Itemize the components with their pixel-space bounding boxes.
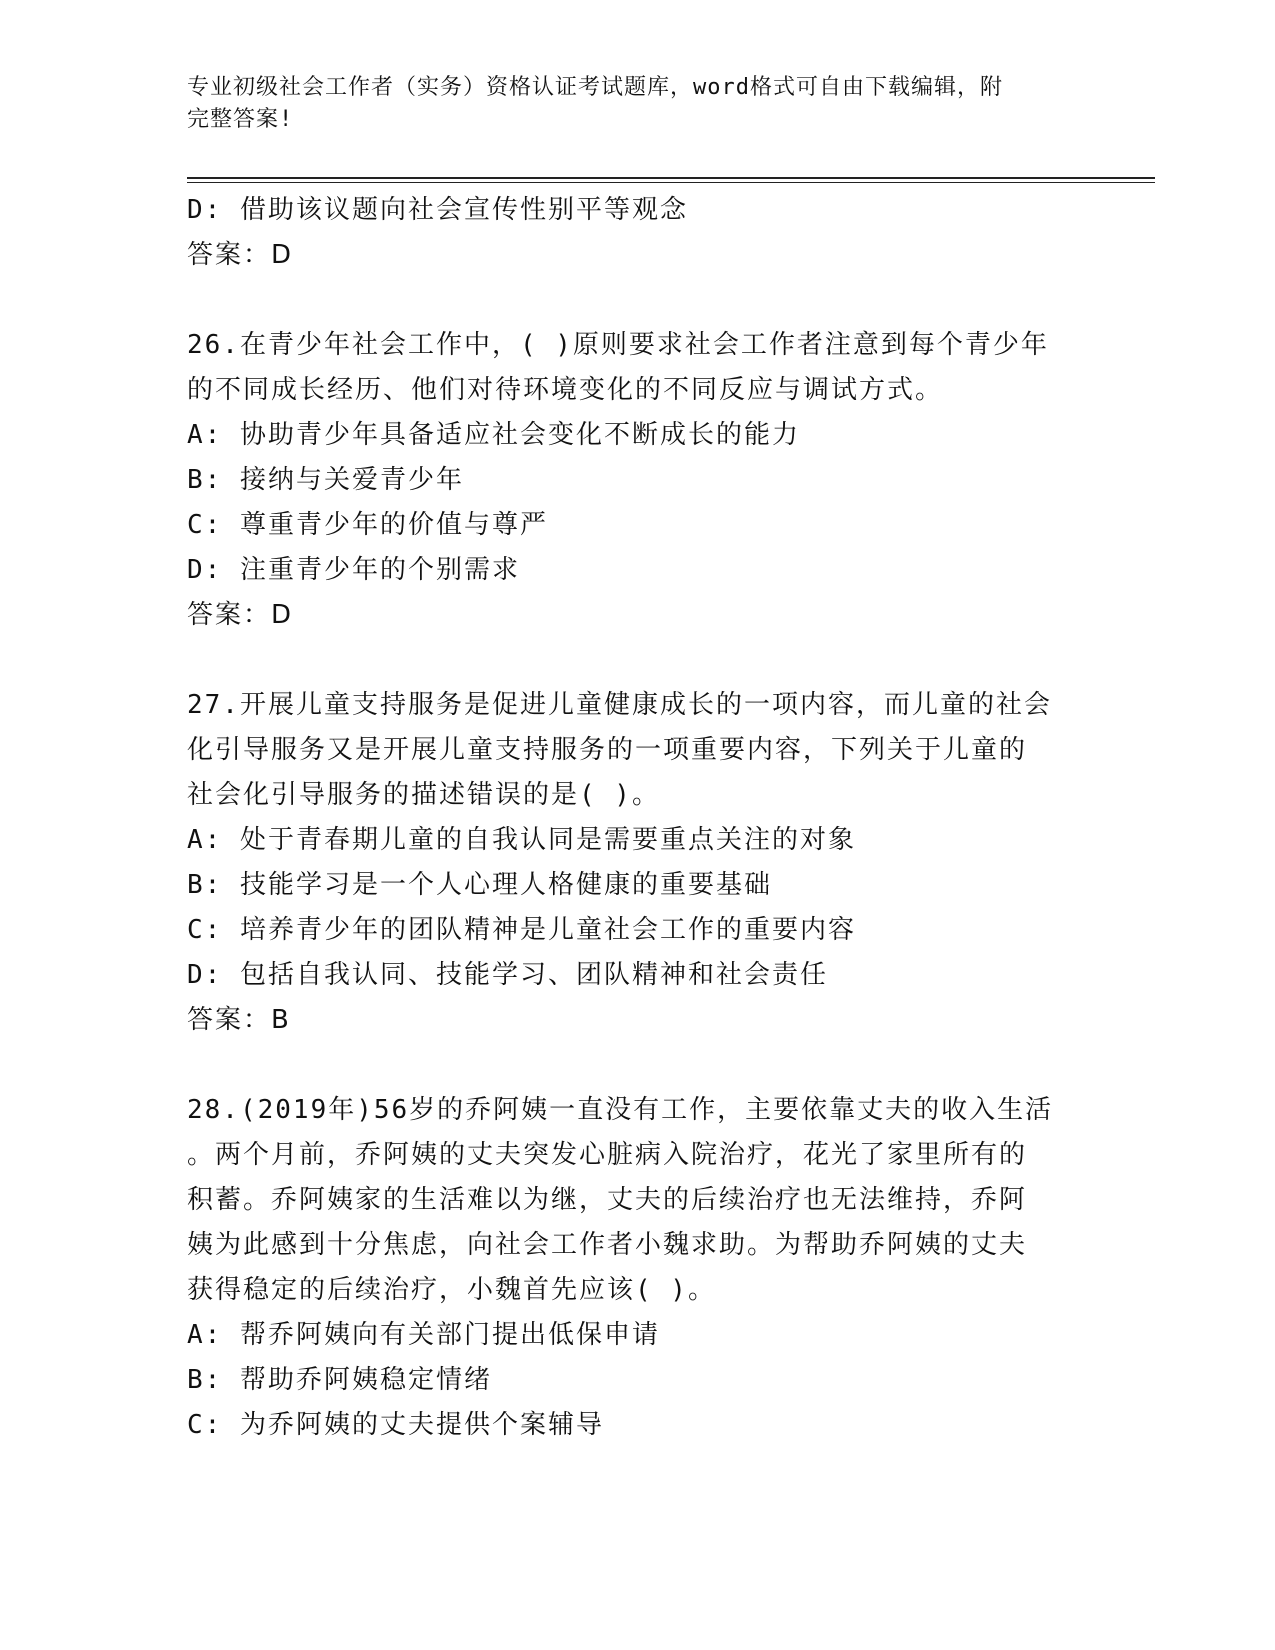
- question-26: [187, 323, 1087, 638]
- q26-option-b: B: 接纳与关爱青少年: [187, 465, 464, 495]
- header-line-2: 完整答案!: [187, 107, 294, 132]
- spacer: [187, 638, 1087, 683]
- q28-stem-line: 获得稳定的后续治疗，小魏首先应该( )。: [187, 1275, 716, 1305]
- q28-option-c: C: 为乔阿姨的丈夫提供个案辅导: [187, 1410, 604, 1440]
- q28-option-b: B: 帮助乔阿姨稳定情绪: [187, 1365, 492, 1395]
- question-content: [187, 188, 1087, 1448]
- q27-option-b: B: 技能学习是一个人心理人格健康的重要基础: [187, 870, 772, 900]
- document-header: [187, 72, 1087, 136]
- q26-answer: 答案：D: [187, 600, 294, 630]
- q27-option-c: C: 培养青少年的团队精神是儿童社会工作的重要内容: [187, 915, 856, 945]
- q26-stem-line: 26.在青少年社会工作中，( )原则要求社会工作者注意到每个青少年: [187, 330, 1049, 360]
- q27-stem-line: 化引导服务又是开展儿童支持服务的一项重要内容，下列关于儿童的: [187, 735, 1028, 765]
- q27-option-d: D: 包括自我认同、技能学习、团队精神和社会责任: [187, 960, 828, 990]
- header-divider-thick: [187, 177, 1155, 179]
- q28-stem-line: 姨为此感到十分焦虑，向社会工作者小魏求助。为帮助乔阿姨的丈夫: [187, 1230, 1028, 1260]
- spacer: [187, 278, 1087, 323]
- header-divider-thin: [187, 182, 1155, 183]
- q26-option-d: D: 注重青少年的个别需求: [187, 555, 520, 585]
- question-28: [187, 1088, 1087, 1448]
- prev-answer: 答案：D: [187, 240, 294, 270]
- q28-stem-line: 。两个月前，乔阿姨的丈夫突发心脏病入院治疗，花光了家里所有的: [187, 1140, 1028, 1170]
- q27-option-a: A: 处于青春期儿童的自我认同是需要重点关注的对象: [187, 825, 856, 855]
- q27-stem-line: 社会化引导服务的描述错误的是( )。: [187, 780, 660, 810]
- q28-stem-line: 积蓄。乔阿姨家的生活难以为继，丈夫的后续治疗也无法维持，乔阿: [187, 1185, 1028, 1215]
- header-line-1: 专业初级社会工作者（实务）资格认证考试题库，word格式可自由下载编辑，附: [187, 75, 1003, 100]
- q27-answer: 答案：B: [187, 1005, 291, 1035]
- q26-stem-line: 的不同成长经历、他们对待环境变化的不同反应与调试方式。: [187, 375, 944, 405]
- q27-stem-line: 27.开展儿童支持服务是促进儿童健康成长的一项内容，而儿童的社会: [187, 690, 1052, 720]
- q28-option-a: A: 帮乔阿姨向有关部门提出低保申请: [187, 1320, 660, 1350]
- spacer: [187, 1043, 1087, 1088]
- q28-stem-line: 28.(2019年)56岁的乔阿姨一直没有工作，主要依靠丈夫的收入生活: [187, 1095, 1054, 1125]
- q26-option-c: C: 尊重青少年的价值与尊严: [187, 510, 548, 540]
- question-27: [187, 683, 1087, 1043]
- q26-option-a: A: 协助青少年具备适应社会变化不断成长的能力: [187, 420, 800, 450]
- prev-option-d: D: 借助该议题向社会宣传性别平等观念: [187, 195, 688, 225]
